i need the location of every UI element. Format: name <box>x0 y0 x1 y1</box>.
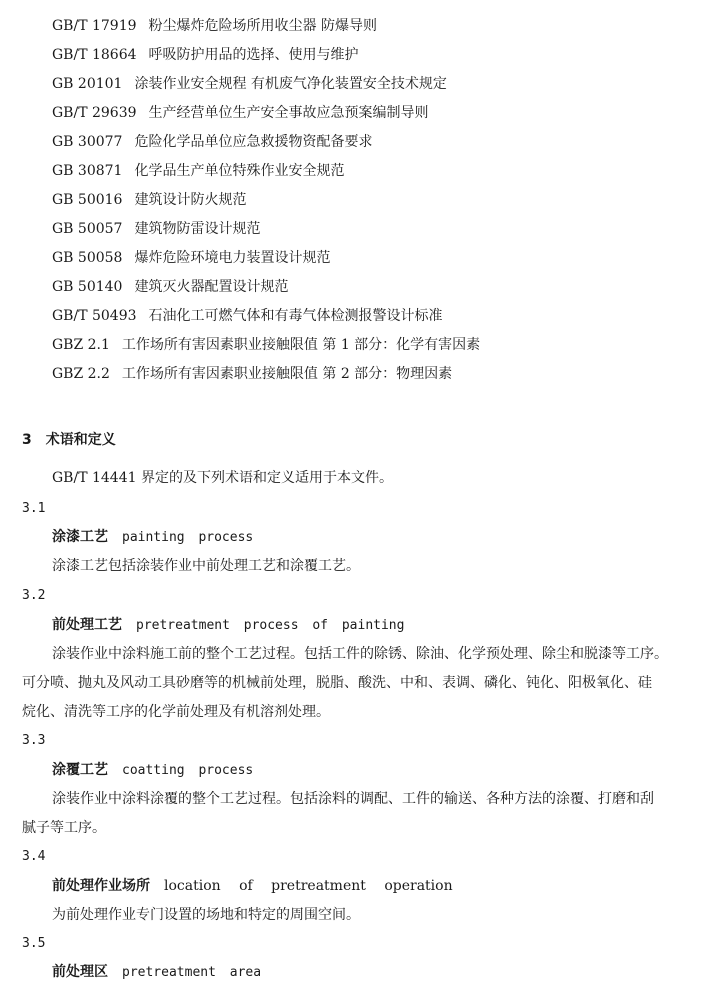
section-title: 术语和定义 <box>45 432 116 448</box>
reference-code: GB 50057 <box>52 221 123 237</box>
clause-number: 3.4 <box>22 849 46 864</box>
reference-title: 呼吸防护用品的选择、使用与维护 <box>148 47 359 63</box>
term-en: location of pretreatment operation <box>164 878 453 894</box>
clause-number: 3.3 <box>22 733 46 748</box>
reference-title: 建筑物防雷设计规范 <box>134 221 261 237</box>
section-heading <box>22 431 116 449</box>
reference-code: GB/T 17919 <box>52 18 137 34</box>
reference-item <box>52 162 344 180</box>
reference-code: GB 30077 <box>52 134 123 150</box>
term-zh: 涂覆工艺 <box>52 762 108 778</box>
reference-item <box>52 365 452 383</box>
term-heading <box>52 616 404 635</box>
reference-title: 粉尘爆炸危险场所用收尘器 防爆导则 <box>148 18 377 34</box>
term-definition: 涂装作业中涂料涂覆的整个工艺过程。包括涂料的调配、工件的输送、各种方法的涂覆、打磨和刮 <box>52 791 654 807</box>
reference-title: 化学品生产单位特殊作业安全规范 <box>134 163 345 179</box>
term-heading <box>52 528 253 547</box>
term-en: painting process <box>122 530 254 545</box>
reference-item <box>52 104 429 122</box>
term-en: coatting process <box>122 763 254 778</box>
reference-code: GBZ 2.1 <box>52 337 110 353</box>
reference-code: GB/T 50493 <box>52 308 137 324</box>
term-definition: 烷化、清洗等工序的化学前处理及有机溶剂处理。 <box>22 704 330 720</box>
reference-title: 生产经营单位生产安全事故应急预案编制导则 <box>148 105 429 121</box>
reference-code: GB/T 29639 <box>52 105 137 121</box>
term-definition: 腻子等工序。 <box>22 820 106 836</box>
reference-code: GB 50140 <box>52 279 123 295</box>
reference-item <box>52 220 260 238</box>
reference-code: GBZ 2.2 <box>52 366 110 382</box>
reference-code: GB 50016 <box>52 192 123 208</box>
term-definition: 涂装作业中涂料施工前的整个工艺过程。包括工件的除锈、除油、化学预处理、除尘和脱漆等工序。 <box>52 646 668 662</box>
reference-title: 建筑设计防火规范 <box>134 192 247 208</box>
reference-item <box>52 75 447 93</box>
term-heading <box>52 877 453 895</box>
reference-item <box>52 278 288 296</box>
reference-code: GB 20101 <box>52 76 123 92</box>
term-zh: 涂漆工艺 <box>52 529 108 545</box>
term-zh: 前处理工艺 <box>52 617 122 633</box>
term-heading <box>52 761 253 780</box>
term-definition: 为前处理作业专门设置的场地和特定的周围空间。 <box>52 907 360 923</box>
term-zh: 前处理区 <box>52 964 108 980</box>
clause-number: 3.5 <box>22 936 46 951</box>
clause-number: 3.1 <box>22 501 46 516</box>
reference-code: GB/T 18664 <box>52 47 137 63</box>
reference-title: 建筑灭火器配置设计规范 <box>134 279 289 295</box>
term-definition: 可分喷、抛丸及风动工具砂磨等的机械前处理，脱脂、酸洗、中和、表调、磷化、钝化、阳极氧化、硅 <box>22 675 652 691</box>
reference-item <box>52 336 480 354</box>
term-en: pretreatment area <box>122 965 262 980</box>
reference-item <box>52 249 330 267</box>
reference-title: 涂装作业安全规程 有机废气净化装置安全技术规定 <box>134 76 447 92</box>
reference-item <box>52 46 359 64</box>
term-heading <box>52 963 261 982</box>
reference-item <box>52 191 246 209</box>
reference-title: 工作场所有害因素职业接触限值 第 1 部分：化学有害因素 <box>121 337 481 353</box>
reference-code: GB 50058 <box>52 250 123 266</box>
reference-item <box>52 307 443 325</box>
term-definition: 涂漆工艺包括涂装作业中前处理工艺和涂覆工艺。 <box>52 558 360 574</box>
reference-title: 危险化学品单位应急救援物资配备要求 <box>134 134 373 150</box>
section-intro: GB/T 14441 界定的及下列术语和定义适用于本文件。 <box>52 470 393 486</box>
reference-title: 爆炸危险环境电力装置设计规范 <box>134 250 331 266</box>
section-number: 3 <box>22 432 32 448</box>
reference-item <box>52 133 372 151</box>
reference-item <box>52 17 377 35</box>
term-en: pretreatment process of painting <box>136 618 405 633</box>
term-zh: 前处理作业场所 <box>52 878 150 894</box>
reference-title: 工作场所有害因素职业接触限值 第 2 部分：物理因素 <box>121 366 453 382</box>
reference-code: GB 30871 <box>52 163 123 179</box>
reference-title: 石油化工可燃气体和有毒气体检测报警设计标准 <box>148 308 443 324</box>
clause-number: 3.2 <box>22 588 46 603</box>
